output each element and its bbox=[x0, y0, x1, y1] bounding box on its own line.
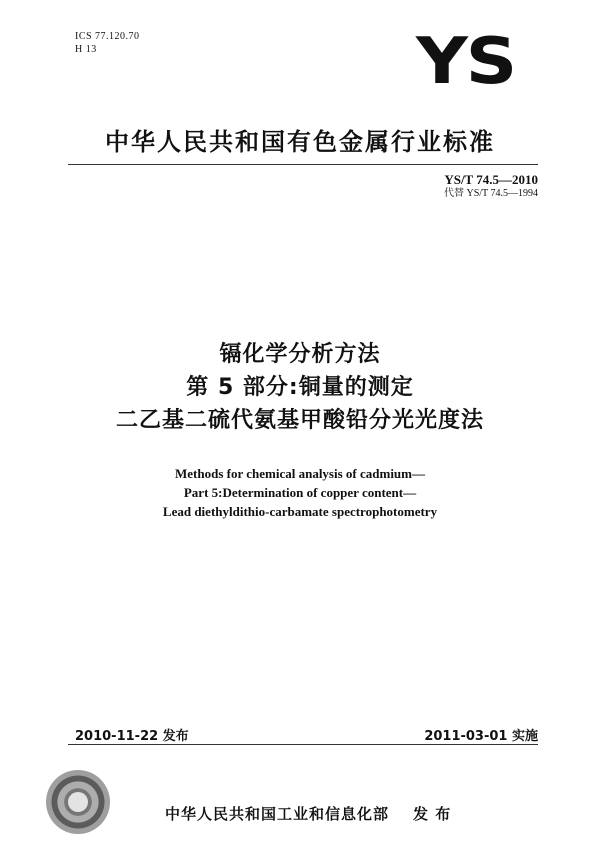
issuer-action: 发 布 bbox=[413, 805, 452, 823]
chinese-title bbox=[0, 338, 600, 437]
seal-center bbox=[68, 792, 88, 812]
anti-counterfeit-seal-icon bbox=[46, 770, 110, 834]
standard-number-block bbox=[444, 172, 538, 200]
english-title-line-1: Methods for chemical analysis of cadmium— bbox=[175, 466, 425, 481]
issue-date: 2010-11-22 发布 bbox=[75, 729, 189, 744]
top-divider bbox=[68, 164, 538, 165]
implementation-date: 2011-03-01 实施 bbox=[424, 729, 538, 744]
english-title-line-2: Part 5:Determination of copper content— bbox=[183, 485, 417, 500]
chinese-title-line-1: 镉化学分析方法 bbox=[219, 342, 381, 367]
bottom-divider bbox=[68, 744, 538, 745]
issuer-line bbox=[165, 803, 451, 824]
english-title bbox=[0, 464, 600, 521]
standard-category-title: 中华人民共和国有色金属行业标准 bbox=[105, 128, 495, 156]
chinese-title-line-2: 第 5 部分:铜量的测定 bbox=[186, 375, 414, 400]
issuer-name: 中华人民共和国工业和信息化部 bbox=[165, 805, 390, 823]
classification-codes bbox=[75, 30, 140, 56]
ics-code: ICS 77.120.70 bbox=[75, 31, 140, 42]
ys-logo: YS bbox=[416, 25, 516, 99]
chinese-title-line-3: 二乙基二硫代氨基甲酸铅分光光度法 bbox=[115, 408, 484, 433]
replaces-code: 代替 YS/T 74.5—1994 bbox=[444, 188, 538, 199]
english-title-line-3: Lead diethyldithio-carbamate spectrophotometry bbox=[162, 504, 438, 519]
standard-code: YS/T 74.5—2010 bbox=[444, 172, 538, 187]
ccs-code: H 13 bbox=[75, 44, 97, 55]
